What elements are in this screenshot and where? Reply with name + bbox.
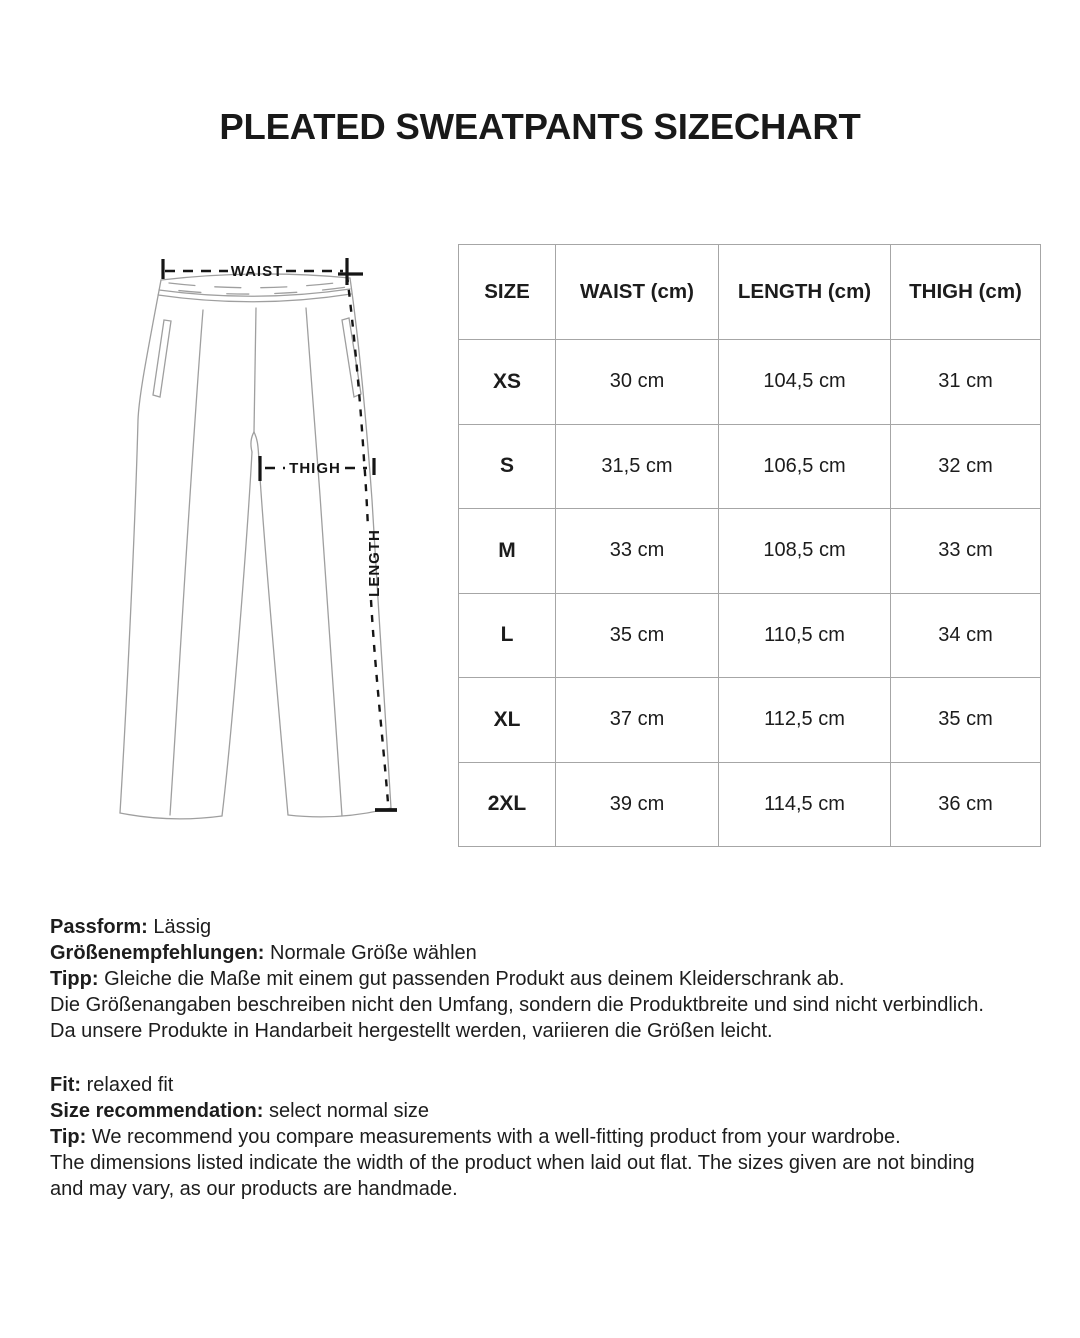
table-row xyxy=(459,340,1041,425)
crotch-curve-right xyxy=(254,432,259,453)
drawstring-stitch-upper xyxy=(169,282,343,288)
cell-length: 112,5 cm xyxy=(719,678,891,763)
front-rise-line xyxy=(254,308,256,432)
cell-thigh: 35 cm xyxy=(891,678,1041,763)
cell-size: M xyxy=(459,509,556,594)
note-label: Fit: xyxy=(50,1074,82,1096)
header-size: SIZE xyxy=(459,245,556,340)
note-text: Lässig xyxy=(147,916,212,938)
waistband-bottom-edge xyxy=(158,294,351,302)
note-label: Tipp: xyxy=(50,968,99,990)
note-line xyxy=(50,1098,1050,1124)
note-line xyxy=(50,992,1050,1018)
cell-waist: 31,5 cm xyxy=(556,424,719,509)
cell-length: 110,5 cm xyxy=(719,593,891,678)
cell-length: 108,5 cm xyxy=(719,509,891,594)
inner-seam-left xyxy=(222,452,252,816)
note-line xyxy=(50,1072,1050,1098)
table-row xyxy=(459,509,1041,594)
pocket-slit-left xyxy=(153,320,171,397)
length-measure-line-upper xyxy=(347,275,368,528)
cell-size: 2XL xyxy=(459,762,556,847)
note-text: Gleiche die Maße mit einem gut passenden Produkt aus deinem Kleiderschrank ab. xyxy=(98,968,845,990)
note-text: Da unsere Produkte in Handarbeit hergestellt werden, variieren die Größen leicht. xyxy=(50,1020,773,1042)
cell-thigh: 36 cm xyxy=(891,762,1041,847)
note-text: and may vary, as our products are handmade. xyxy=(50,1178,458,1200)
table-row xyxy=(459,762,1041,847)
cell-thigh: 34 cm xyxy=(891,593,1041,678)
crease-right-leg xyxy=(306,308,342,816)
note-text: Normale Größe wählen xyxy=(264,942,477,964)
hem-left-leg xyxy=(120,813,222,819)
note-line xyxy=(50,1124,1050,1150)
notes-english xyxy=(50,1072,1050,1202)
note-label: Größenempfehlungen: xyxy=(50,942,265,964)
note-label: Size recommendation: xyxy=(50,1100,264,1122)
cell-length: 104,5 cm xyxy=(719,340,891,425)
inner-seam-right xyxy=(259,453,289,815)
note-text: relaxed fit xyxy=(81,1074,174,1096)
pants-diagram xyxy=(95,245,415,845)
note-line xyxy=(50,1176,1050,1202)
crease-left-leg xyxy=(170,310,203,815)
cell-length: 114,5 cm xyxy=(719,762,891,847)
thigh-label: THIGH xyxy=(289,460,341,477)
table-row xyxy=(459,424,1041,509)
cell-waist: 37 cm xyxy=(556,678,719,763)
table-row xyxy=(459,593,1041,678)
note-text: The dimensions listed indicate the width of the product when laid out flat. The sizes given are not binding xyxy=(50,1152,975,1174)
note-label: Tip: xyxy=(50,1126,87,1148)
length-label: LENGTH xyxy=(366,529,383,597)
note-label: Passform: xyxy=(50,916,148,938)
cell-length: 106,5 cm xyxy=(719,424,891,509)
cell-size: XL xyxy=(459,678,556,763)
cell-waist: 30 cm xyxy=(556,340,719,425)
table-header-row xyxy=(459,245,1041,340)
pants-outline-group xyxy=(120,274,391,819)
header-waist: WAIST (cm) xyxy=(556,245,719,340)
cell-size: XS xyxy=(459,340,556,425)
note-line xyxy=(50,940,1050,966)
page-title: PLEATED SWEATPANTS SIZECHART xyxy=(219,106,861,147)
note-line xyxy=(50,1150,1050,1176)
size-chart-table xyxy=(458,244,1041,847)
note-text: select normal size xyxy=(263,1100,430,1122)
header-thigh: THIGH (cm) xyxy=(891,245,1041,340)
crotch-curve-left xyxy=(251,432,254,452)
header-length: LENGTH (cm) xyxy=(719,245,891,340)
cell-size: S xyxy=(459,424,556,509)
note-line xyxy=(50,1018,1050,1044)
cell-waist: 39 cm xyxy=(556,762,719,847)
cell-thigh: 32 cm xyxy=(891,424,1041,509)
note-line xyxy=(50,966,1050,992)
notes-german xyxy=(50,914,1050,1044)
outer-seam-left xyxy=(120,280,161,813)
note-line xyxy=(50,914,1050,940)
cell-waist: 35 cm xyxy=(556,593,719,678)
waist-label: WAIST xyxy=(230,263,284,280)
cell-thigh: 33 cm xyxy=(891,509,1041,594)
cell-size: L xyxy=(459,593,556,678)
note-text: Die Größenangaben beschreiben nicht den Umfang, sondern die Produktbreite und sind nicht verbindlich. xyxy=(50,994,984,1016)
table-row xyxy=(459,678,1041,763)
note-text: We recommend you compare measurements with a well-fitting product from your wardrobe. xyxy=(86,1126,901,1148)
waistband-mid-edge xyxy=(159,289,350,296)
cell-thigh: 31 cm xyxy=(891,340,1041,425)
cell-waist: 33 cm xyxy=(556,509,719,594)
